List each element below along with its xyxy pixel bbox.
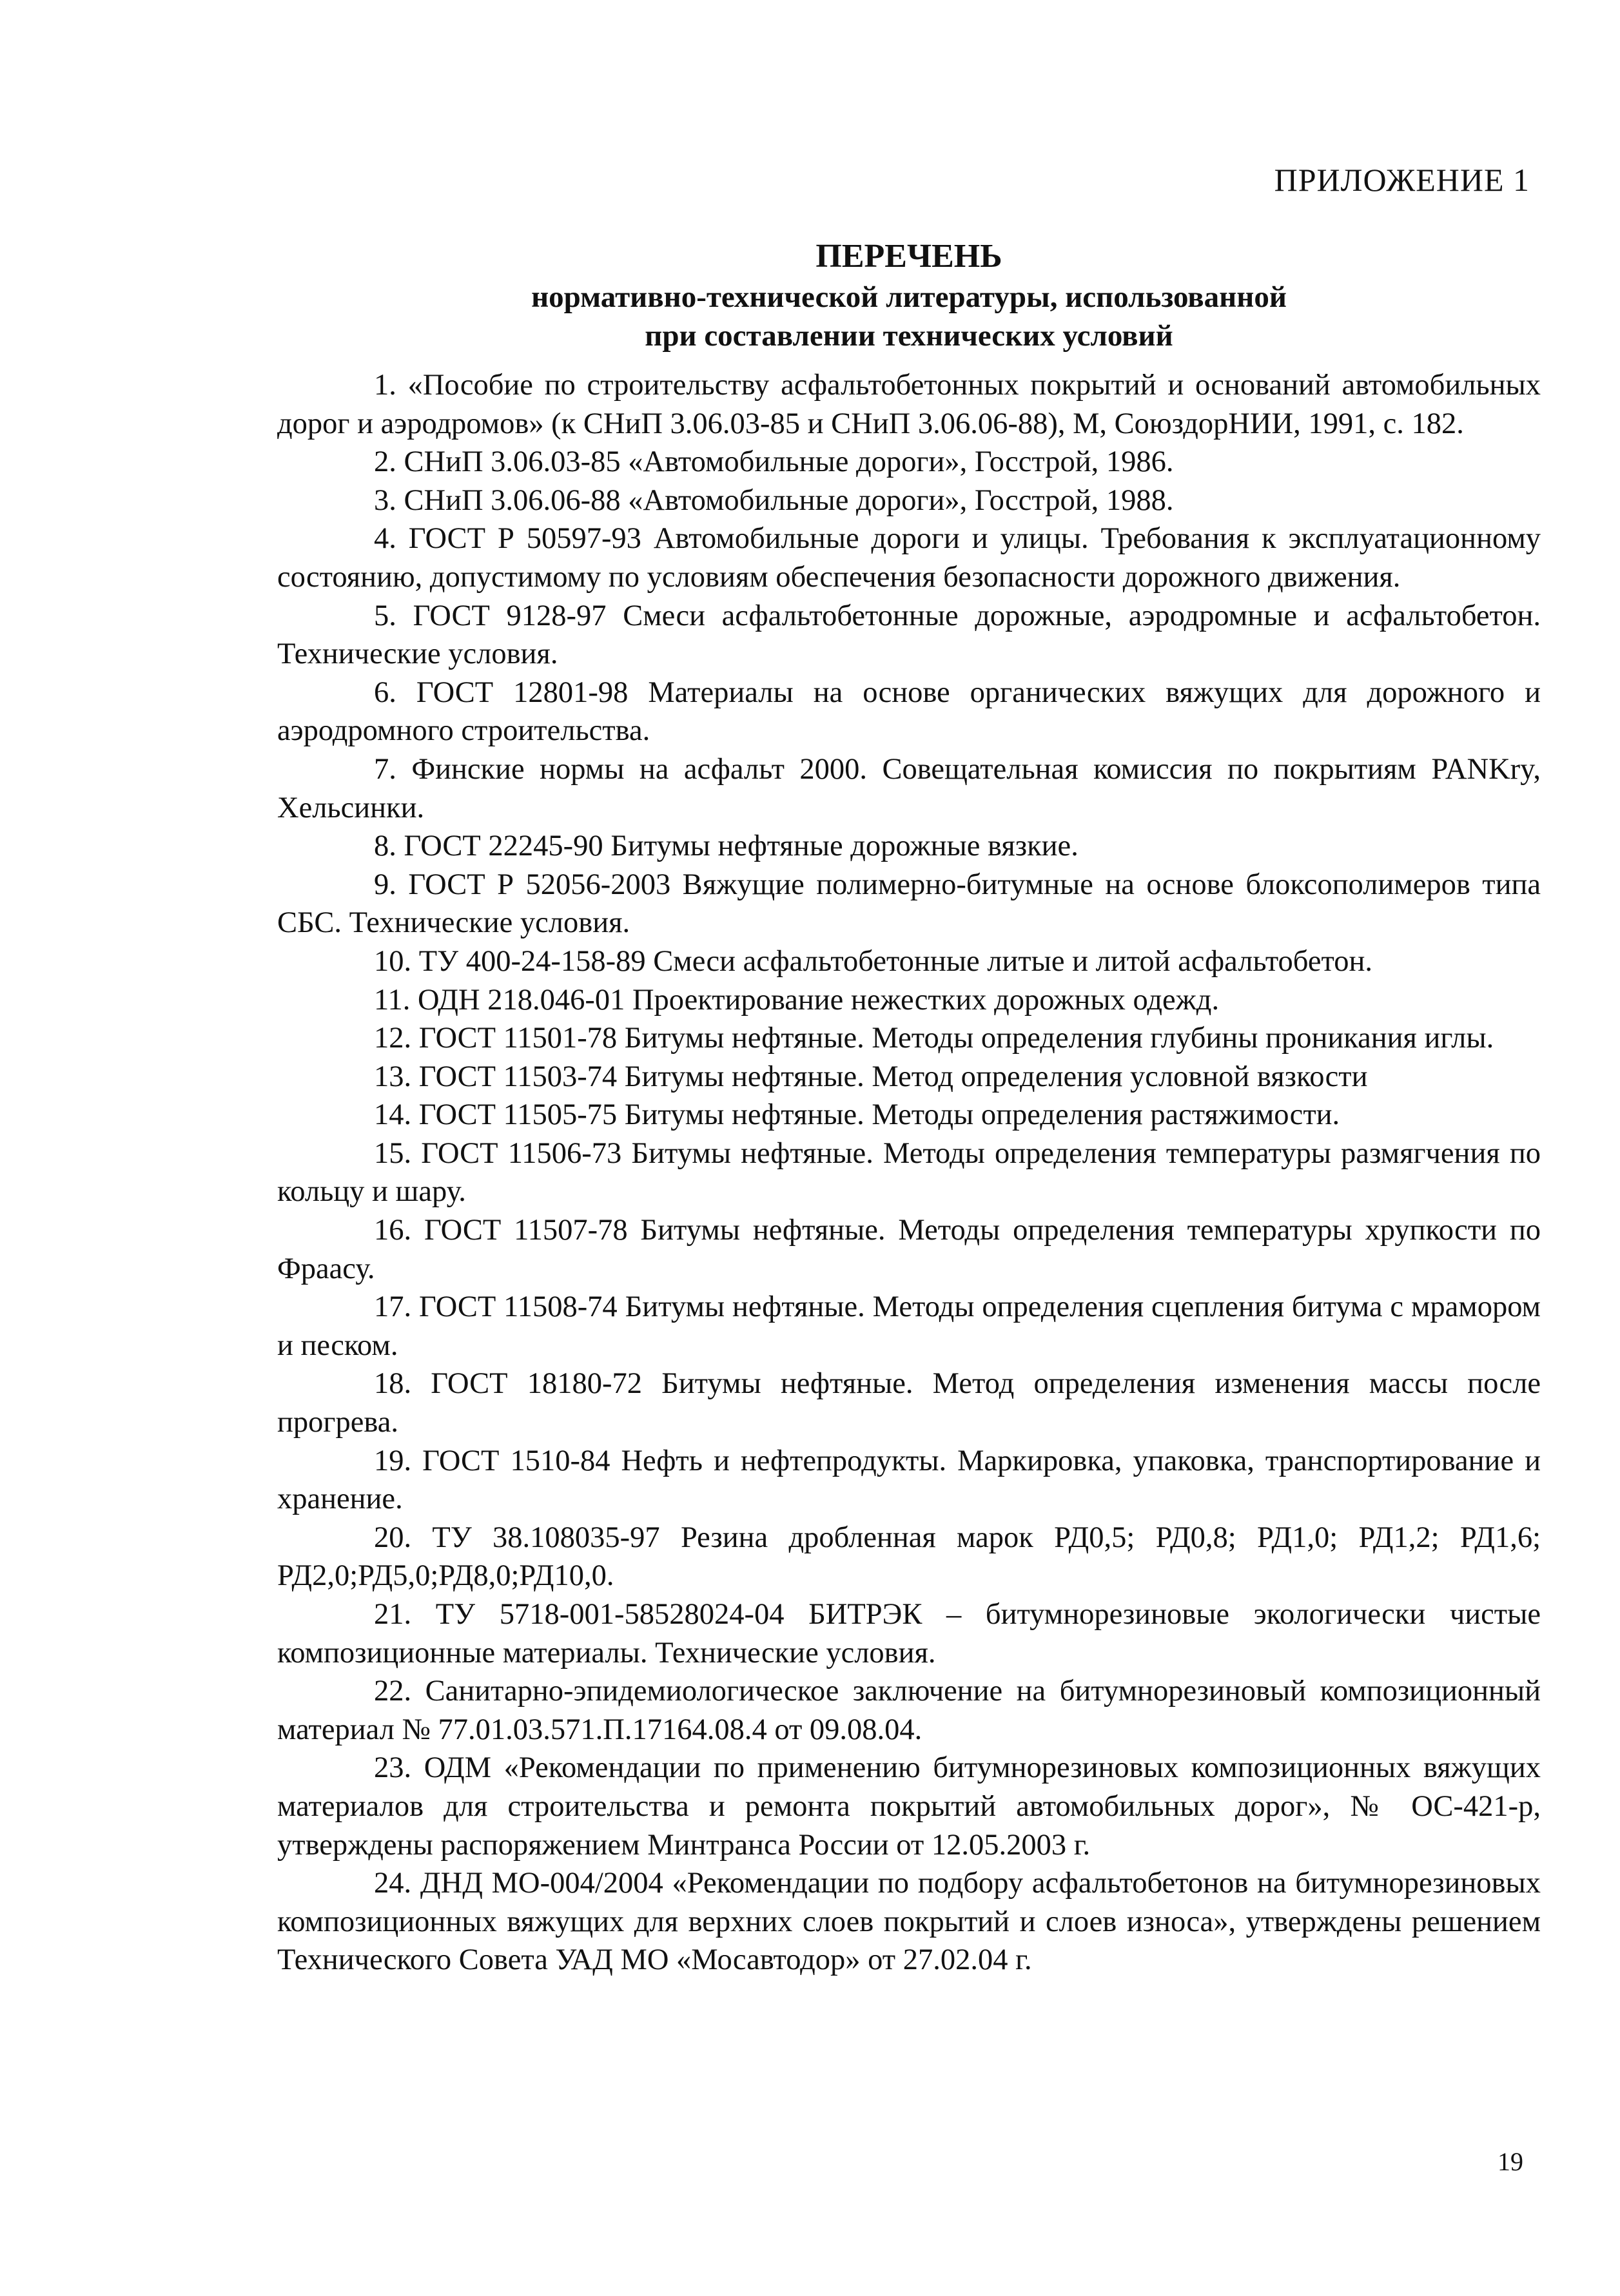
title-line-3: при составлении технических условий	[645, 319, 1173, 353]
reference-item: 5. ГОСТ 9128-97 Смеси асфальтобетонные дорожные, аэродромные и асфальтобетон. Технические условия.	[277, 599, 1541, 671]
reference-item: 4. ГОСТ Р 50597-93 Автомобильные дороги и улицы. Требования к эксплуатационному состоянию, допустимому по условиям обеспечения безопасности дорожного движения.	[277, 522, 1541, 594]
reference-item: 11. ОДН 218.046-01 Проектирование нежестких дорожных одежд.	[374, 983, 1220, 1017]
reference-item: 15. ГОСТ 11506-73 Битумы нефтяные. Методы определения температуры размягчения по кольцу и шару.	[277, 1136, 1541, 1209]
document-title	[277, 235, 1541, 355]
page-number: 19	[1498, 2147, 1523, 2176]
reference-item: 16. ГОСТ 11507-78 Битумы нефтяные. Методы определения температуры хрупкости по Фраасу.	[277, 1214, 1541, 1285]
title-line-2: нормативно-технической литературы, использованной	[531, 280, 1287, 314]
references-list	[277, 366, 1541, 1980]
reference-item: 17. ГОСТ 11508-74 Битумы нефтяные. Методы определения сцепления битума с мрамором и песком.	[277, 1290, 1541, 1362]
reference-item: 22. Санитарно-эпидемиологическое заключение на битумнорезиновый композиционный материал № 77.01.03.571.П.17164.08.4 от 09.08.04.	[277, 1675, 1541, 1746]
reference-item: 10. ТУ 400-24-158-89 Смеси асфальтобетонные литые и литой асфальтобетон.	[374, 944, 1372, 978]
reference-item: 23. ОДМ «Рекомендации по применению битумнорезиновых композиционных вяжущих материалов для строительства и ремонта покрытий автомобильных дорог», № ОС-421-р, утверждены распоряжением Минтранса России от 12.05.2003 г.	[277, 1751, 1541, 1862]
reference-item: 18. ГОСТ 18180-72 Битумы нефтяные. Метод определения изменения массы после прогрева.	[277, 1367, 1541, 1439]
reference-item: 12. ГОСТ 11501-78 Битумы нефтяные. Методы определения глубины проникания иглы.	[374, 1022, 1494, 1055]
reference-item: 21. ТУ 5718-001-58528024-04 БИТРЭК – битумнорезиновые экологически чистые композиционные материалы. Технические условия.	[277, 1598, 1541, 1669]
reference-item: 13. ГОСТ 11503-74 Битумы нефтяные. Метод определения условной вязкости	[374, 1060, 1368, 1093]
reference-item: 7. Финские нормы на асфальт 2000. Совещательная комиссия по покрытиям PANKry, Хельсинки.	[277, 752, 1541, 824]
reference-item: 20. ТУ 38.108035-97 Резина дробленная марок РД0,5; РД0,8; РД1,0; РД1,2; РД1,6; РД2,0;РД5,0;РД8,0;РД10,0.	[277, 1521, 1541, 1593]
reference-item: 19. ГОСТ 1510-84 Нефть и нефтепродукты. Маркировка, упаковка, транспортирование и хранение.	[277, 1444, 1541, 1516]
reference-item: 6. ГОСТ 12801-98 Материалы на основе органических вяжущих для дорожного и аэродромного строительства.	[277, 676, 1541, 748]
reference-item: 3. СНиП 3.06.06-88 «Автомобильные дороги», Госстрой, 1988.	[374, 483, 1174, 517]
appendix-label: ПРИЛОЖЕНИЕ 1	[1274, 162, 1530, 198]
reference-item: 1. «Пособие по строительству асфальтобетонных покрытий и оснований автомобильных дорог и аэродромов» (к СНиП 3.06.03-85 и СНиП 3.06.06-88), М, СоюздорНИИ, 1991, с. 182.	[277, 369, 1541, 440]
reference-item: 2. СНиП 3.06.03-85 «Автомобильные дороги», Госстрой, 1986.	[374, 445, 1174, 479]
reference-item: 14. ГОСТ 11505-75 Битумы нефтяные. Методы определения растяжимости.	[374, 1098, 1340, 1132]
reference-item: 8. ГОСТ 22245-90 Битумы нефтяные дорожные вязкие.	[374, 830, 1078, 863]
title-main: ПЕРЕЧЕНЬ	[815, 238, 1002, 275]
reference-item: 24. ДНД МО-004/2004 «Рекомендации по подбору асфальтобетонов на битумнорезиновых композиционных вяжущих для верхних слоев покрытий и слоев износа», утверждены решением Технического Совета УАД МО «Мосавтодор» от 27.02.04 г.	[277, 1867, 1541, 1977]
reference-item: 9. ГОСТ Р 52056-2003 Вяжущие полимерно-битумные на основе блоксополимеров типа СБС. Технические условия.	[277, 868, 1541, 940]
